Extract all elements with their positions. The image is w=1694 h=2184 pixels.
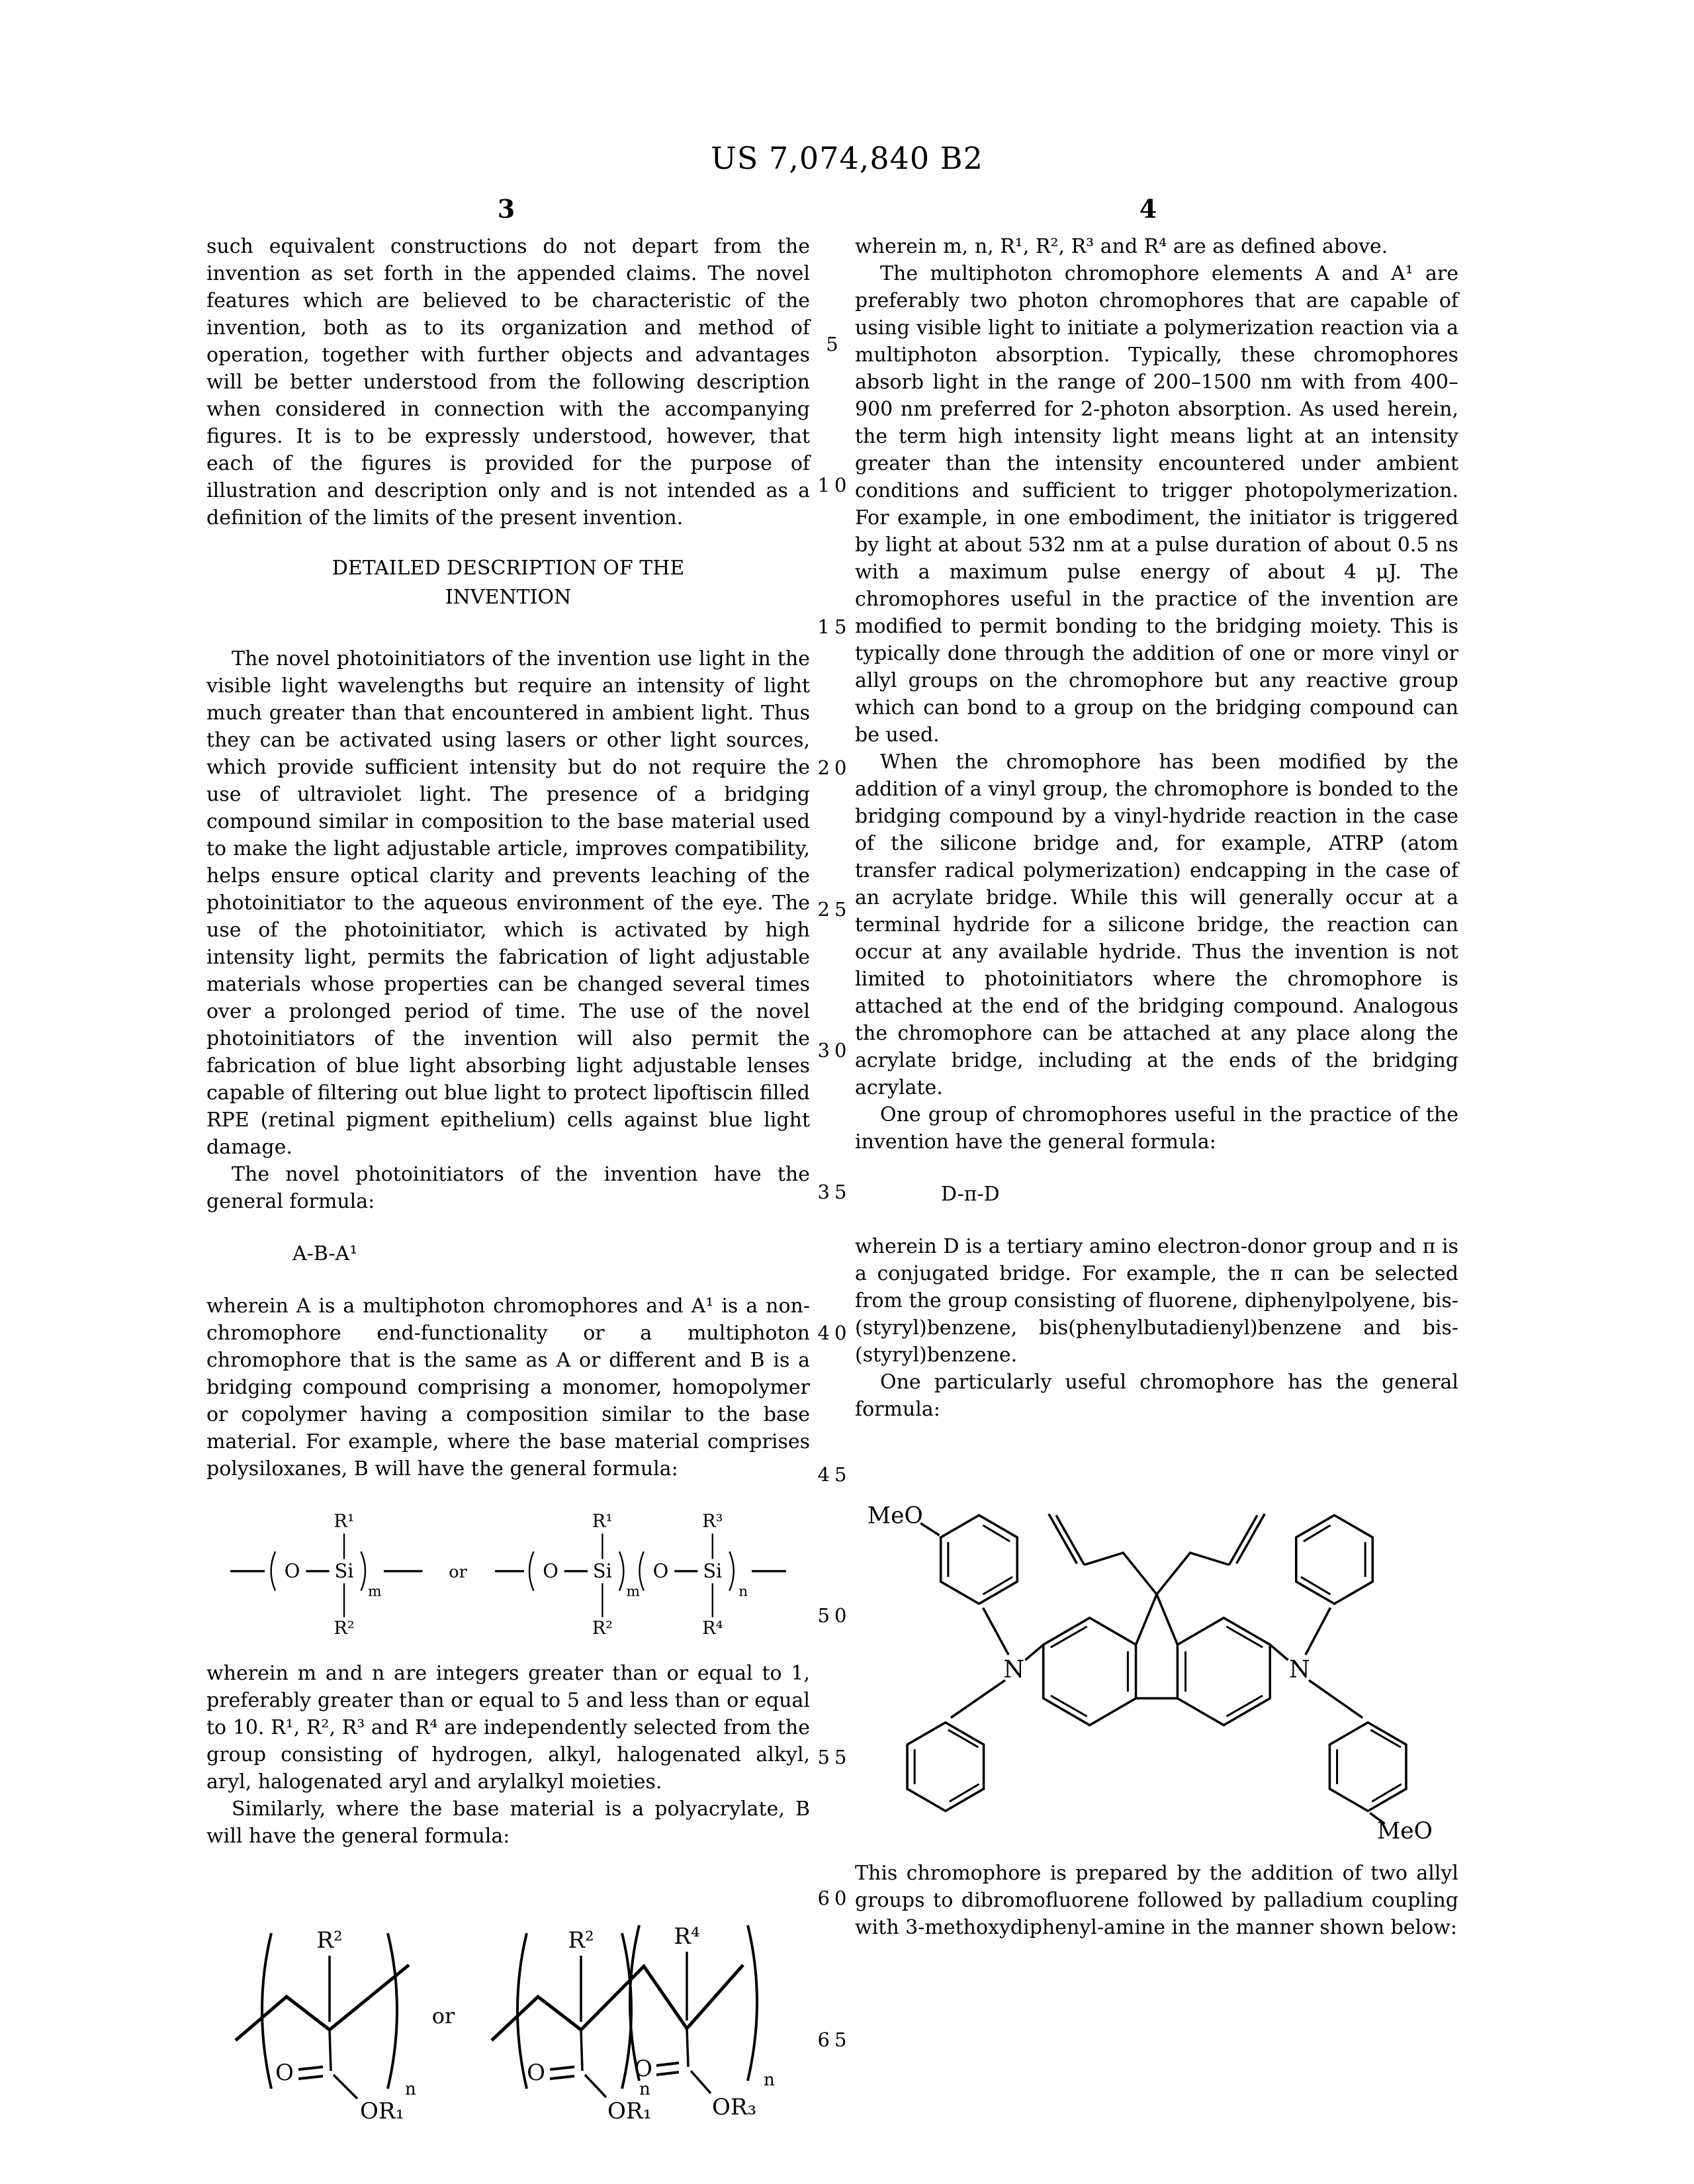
atom-label-o: O — [652, 1559, 669, 1582]
atom-label-n-right: N — [1288, 1655, 1310, 1684]
formula-d-pi-d: D-π-D — [941, 1183, 1000, 1206]
atom-label-si: Si — [334, 1559, 354, 1582]
paragraph-one-group: One group of chromophores useful in the practice of the invention have the general formula: — [855, 1103, 1458, 1154]
gutter-line-number: 5 — [826, 333, 843, 355]
ester-label-or1: OR₁ — [360, 2098, 405, 2124]
fluorene-right-ring — [1177, 1618, 1270, 1725]
substituent-label-r1: R¹ — [592, 1511, 613, 1532]
gutter-line-number: 65 — [817, 2028, 852, 2051]
gutter-line-number: 20 — [817, 756, 852, 779]
atom-label-o: O — [543, 1559, 558, 1582]
gutter-line-number: 55 — [817, 1746, 852, 1768]
atom-label-si: Si — [592, 1559, 612, 1582]
paragraph-when-modified: When the chromophore has been modified by the addition of a vinyl group, the chromophore is bonded to the bridging compound by a vinyl-hydride reaction in the case of the silicone bridge and, for example, ATRP (atom transfer radical polymerization) endcapping in the case of an acrylate bridge. While this will generally occur at a terminal hydride for a silicone bridge, the reaction can occur at any available hydride. Thus the invention is not limited to photoinitiators where the chromophore is attached at the end of the bridging compound. Analogous the chromophore can be attached at any place along the acrylate bridge, including at the ends of the bridging acrylate. — [855, 751, 1458, 1099]
methoxyphenyl-ring-bottom-right — [1329, 1723, 1406, 1811]
methoxyphenyl-ring-top-left — [941, 1515, 1018, 1604]
paragraph-wherein-a: wherein A is a multiphoton chromophores and A¹ is a non-chromophore end-functionality or a multiphoton chromophore that is the same as A or different and B is a bridging compound comprising a monomer, homopolymer or copolymer having a composition similar to the base material. For example, where the base material comprises polysiloxanes, B will have the general formula: — [206, 1295, 810, 1480]
or-label: or — [449, 1562, 467, 1582]
subscript-n: n — [639, 2079, 650, 2099]
atom-label-o: O — [275, 2060, 294, 2086]
gutter-line-number: 40 — [817, 1322, 852, 1344]
allyl-chain-left — [1085, 1553, 1157, 1594]
close-paren — [619, 1551, 623, 1590]
gutter-line-number: 50 — [817, 1604, 852, 1627]
fluorene-left-ring — [1044, 1618, 1136, 1725]
close-paren — [361, 1551, 365, 1590]
close-paren — [729, 1551, 733, 1590]
column-page-number-3: 3 — [497, 194, 515, 224]
open-paren — [271, 1551, 275, 1590]
gutter-line-number: 45 — [817, 1463, 852, 1486]
subscript-n: n — [405, 2079, 416, 2099]
paragraph-particularly-useful: One particularly useful chromophore has the general formula: — [855, 1371, 1458, 1421]
left-column — [206, 233, 810, 2149]
atom-label-o: O — [284, 1559, 300, 1582]
close-paren — [748, 1925, 757, 2081]
chromophore-structure-diagram — [855, 1440, 1458, 1843]
section-heading-line2: INVENTION — [445, 586, 572, 609]
paragraph-multiphoton-elements: The multiphoton chromophore elements A and A¹ are preferably two photon chromophores that are capable of using visible light to initiate a polymerization reaction via a multiphoton absorption. Typically, these chromophores absorb light in the range of 200–1500 nm with from 400–900 nm preferred for 2-photon absorption. As used herein, the term high intensity light means light at an intensity greater than the intensity encountered under ambient conditions and sufficient to trigger photopolymerization. For example, in one embodiment, the initiator is triggered by light at about 532 nm at a pulse duration of about 0.5 ns with a maximum pulse energy of about 4 μJ. The chromophores useful in the practice of the invention are modified to permit bonding to the bridging moiety. This is typically done through the addition of one or more vinyl or allyl groups on the chromophore but any reactive group which can bond to a group on the bridging compound can be used. — [855, 262, 1458, 747]
open-paren — [529, 1551, 533, 1590]
paragraph-similarly-polyacrylate: Similarly, where the base material is a polyacrylate, B will have the general formula: — [206, 1797, 810, 1848]
substituent-label-r2: R² — [592, 1618, 613, 1639]
paragraph-novel-photoinitiators: The novel photoinitiators of the invention use light in the visible light wavelengths but require an intensity of light much greater than that encountered in ambient light. Thus they can be activated using lasers or other light sources, which provide sufficient intensity but do not require the use of ultraviolet light. The presence of a bridging compound similar in composition to the base material used to make the light adjustable article, improves compatibility, helps ensure optical clarity and prevents leaching of the photoinitiator to the aqueous environment of the eye. The use of the photoinitiator, which is activated by high intensity light, permits the fabrication of light adjustable materials whose properties can be changed several times over a prolonged period of time. The use of the novel photoinitiators of the invention will also permit the fabrication of blue light absorbing light adjustable lenses capable of filtering out blue light to protect lipoftiscin filled RPE (retinal pigment epithelium) cells against blue light damage. — [206, 647, 810, 1159]
column-page-number-4: 4 — [1139, 194, 1157, 224]
paragraph-general-formula-intro: The novel photoinitiators of the invention have the general formula: — [206, 1163, 810, 1213]
ester-label-or1: OR₁ — [607, 2098, 652, 2124]
or-label: or — [431, 2003, 455, 2028]
paragraph-wherein-d: wherein D is a tertiary amino electron-donor group and π is a conjugated bridge. For example, the π can be selected from the group consisting of fluorene, diphenylpolyene, bis-(styryl)benzene, bis(phenylbutadienyl)benzene and bis-(styryl)benzene. — [855, 1235, 1458, 1367]
methoxy-label-bottom-right: MeO — [1376, 1817, 1433, 1843]
gutter-line-number: 10 — [817, 474, 852, 496]
substituent-label-r1: R¹ — [334, 1511, 355, 1532]
gutter-line-number: 15 — [817, 615, 852, 638]
gutter-line-number: 35 — [817, 1181, 852, 1203]
paragraph-wherein-mn: wherein m and n are integers greater than or equal to 1, preferably greater than or equal to 5 and less than or equal to 10. R¹, R², R³ and R⁴ are independently selected from the group consisting of hydrogen, alkyl, halogenated alkyl, aryl, halogenated aryl and arylalkyl moieties. — [206, 1662, 810, 1794]
subscript-m: m — [626, 1583, 641, 1600]
gutter-line-number: 25 — [817, 898, 852, 921]
close-paren — [388, 1933, 397, 2089]
paragraph-continuation: such equivalent constructions do not depart from the invention as set forth in the appended claims. The novel features which are believed to be characteristic of the invention, both as to its organization and method of operation, together with further objects and advantages will be better understood from the following description when considered in connection with the accompanying figures. It is to be expressly understood, however, that each of the figures is provided for the purpose of illustration and description only and is not intended as a definition of the limits of the present invention. — [206, 235, 810, 529]
paragraph-prepared: This chromophore is prepared by the addition of two allyl groups to dibromofluorene followed by palladium coupling with 3-methoxydiphenyl-amine in the manner shown below: — [855, 1862, 1458, 1939]
phenyl-ring-top-right — [1296, 1515, 1373, 1604]
subscript-n: n — [764, 2070, 775, 2090]
substituent-label-r2: R² — [316, 1927, 343, 1954]
patent-number-header: US 7,074,840 B2 — [711, 140, 983, 176]
section-heading-line1: DETAILED DESCRIPTION OF THE — [332, 557, 685, 580]
substituent-label-r2: R² — [568, 1927, 594, 1954]
atom-label-n-left: N — [1003, 1655, 1025, 1684]
gutter-line-number: 60 — [817, 1887, 852, 1909]
methoxy-label-top-left: MeO — [867, 1502, 923, 1529]
allyl-chain-right — [1157, 1553, 1229, 1594]
phenyl-ring-bottom-left — [907, 1723, 984, 1811]
substituent-label-r4: R⁴ — [674, 1923, 700, 1950]
paragraph-wherein-defined: wherein m, n, R¹, R², R³ and R⁴ are as defined above. — [855, 235, 1388, 258]
subscript-m: m — [368, 1583, 382, 1600]
open-paren — [639, 1551, 643, 1590]
atom-label-si: Si — [703, 1559, 723, 1582]
siloxane-structure-diagram — [217, 1500, 799, 1643]
substituent-label-r2: R² — [334, 1618, 355, 1639]
atom-label-o: O — [634, 2056, 652, 2082]
subscript-n: n — [738, 1583, 748, 1600]
substituent-label-r4: R⁴ — [702, 1618, 723, 1639]
ester-label-or3: OR₃ — [712, 2094, 757, 2120]
section-heading — [206, 554, 810, 612]
gutter-line-number: 30 — [817, 1039, 852, 1062]
atom-label-o: O — [527, 2060, 545, 2086]
right-column — [855, 233, 1458, 1941]
formula-a-b-a1: A-B-A¹ — [292, 1242, 358, 1265]
acrylate-structure-diagram — [210, 1867, 806, 2132]
substituent-label-r3: R³ — [702, 1511, 723, 1532]
